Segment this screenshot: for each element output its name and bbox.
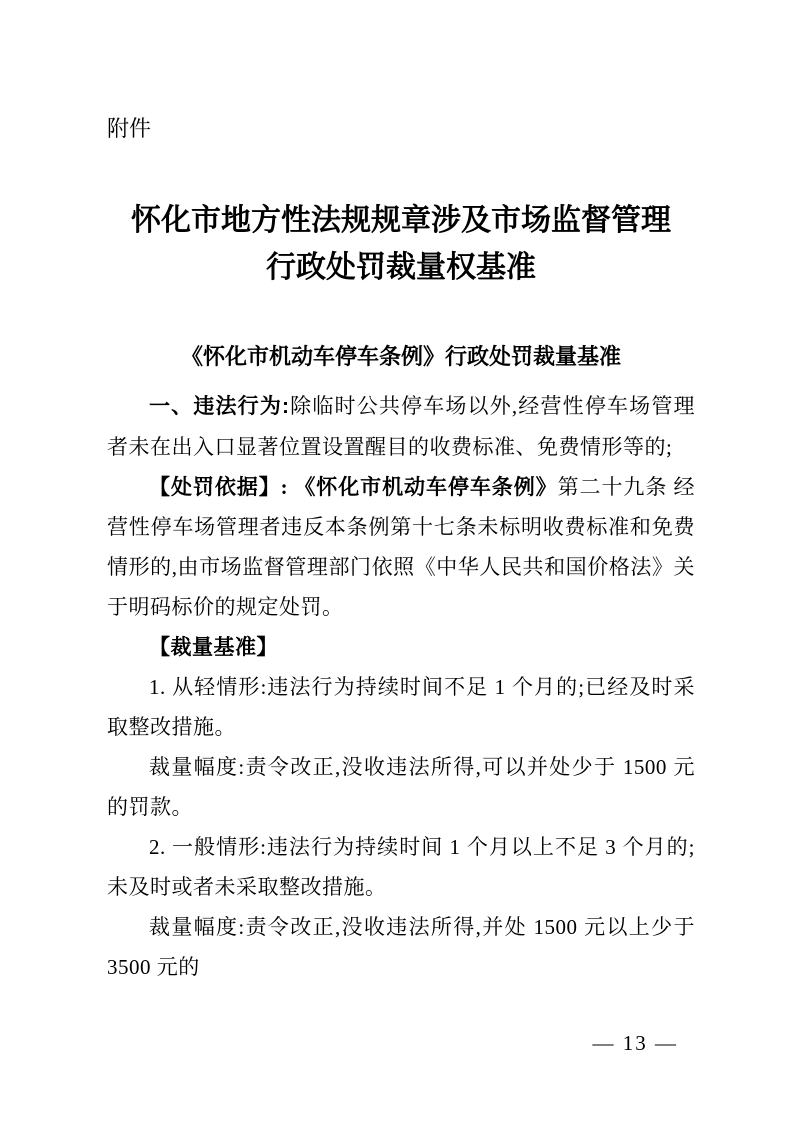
document-title-line-2: 行政处罚裁量权基准 xyxy=(266,251,536,284)
document-title-line-1: 怀化市地方性法规规章涉及市场监督管理 xyxy=(131,204,671,237)
document-title xyxy=(107,197,695,291)
paragraph-bold-label: 【裁量基准】 xyxy=(149,635,278,659)
document-body xyxy=(107,386,695,987)
attachment-label: 附件 xyxy=(107,116,152,141)
paragraph-bold-label: 【处罚依据】: 《怀化市机动车停车条例》 xyxy=(149,475,558,499)
section-heading: 《怀化市机动车停车条例》行政处罚裁量基准 xyxy=(180,344,621,369)
paragraph-lenient-range xyxy=(107,747,695,827)
paragraph-text: 除临时公共停车场以外,经营性停车场管理者未在出入口显著位置设置醒目的收费标准、免费情形等的; xyxy=(107,394,695,459)
paragraph-text: 1. 从轻情形:违法行为持续时间不足 1 个月的;已经及时采取整改措施。 xyxy=(107,675,695,739)
paragraph-general-range xyxy=(107,907,695,987)
paragraph-text: 2. 一般情形:违法行为持续时间 1 个月以上不足 3 个月的;未及时或者未采取整改措施。 xyxy=(107,835,695,899)
paragraph-general-case xyxy=(107,827,695,907)
paragraph-text: 裁量幅度:责令改正,没收违法所得,并处 1500 元以上少于 3500 元的 xyxy=(107,915,695,979)
paragraph-lenient-case xyxy=(107,667,695,747)
page-number: — 13 — xyxy=(592,1031,678,1055)
paragraph-bold-label: 一、违法行为: xyxy=(149,395,290,418)
paragraph-penalty-basis xyxy=(107,467,695,627)
paragraph-text: 第二十九条 经营性停车场管理者违反本条例第十七条未标明收费标准和免费情形的,由市场监督管理部门依照《中华人民共和国价格法》关于明码标价的规定处罚。 xyxy=(107,475,695,619)
paragraph-discretion-heading xyxy=(107,627,695,667)
paragraph-text: 裁量幅度:责令改正,没收违法所得,可以并处少于 1500 元的罚款。 xyxy=(107,755,695,819)
paragraph-violation xyxy=(107,386,695,467)
